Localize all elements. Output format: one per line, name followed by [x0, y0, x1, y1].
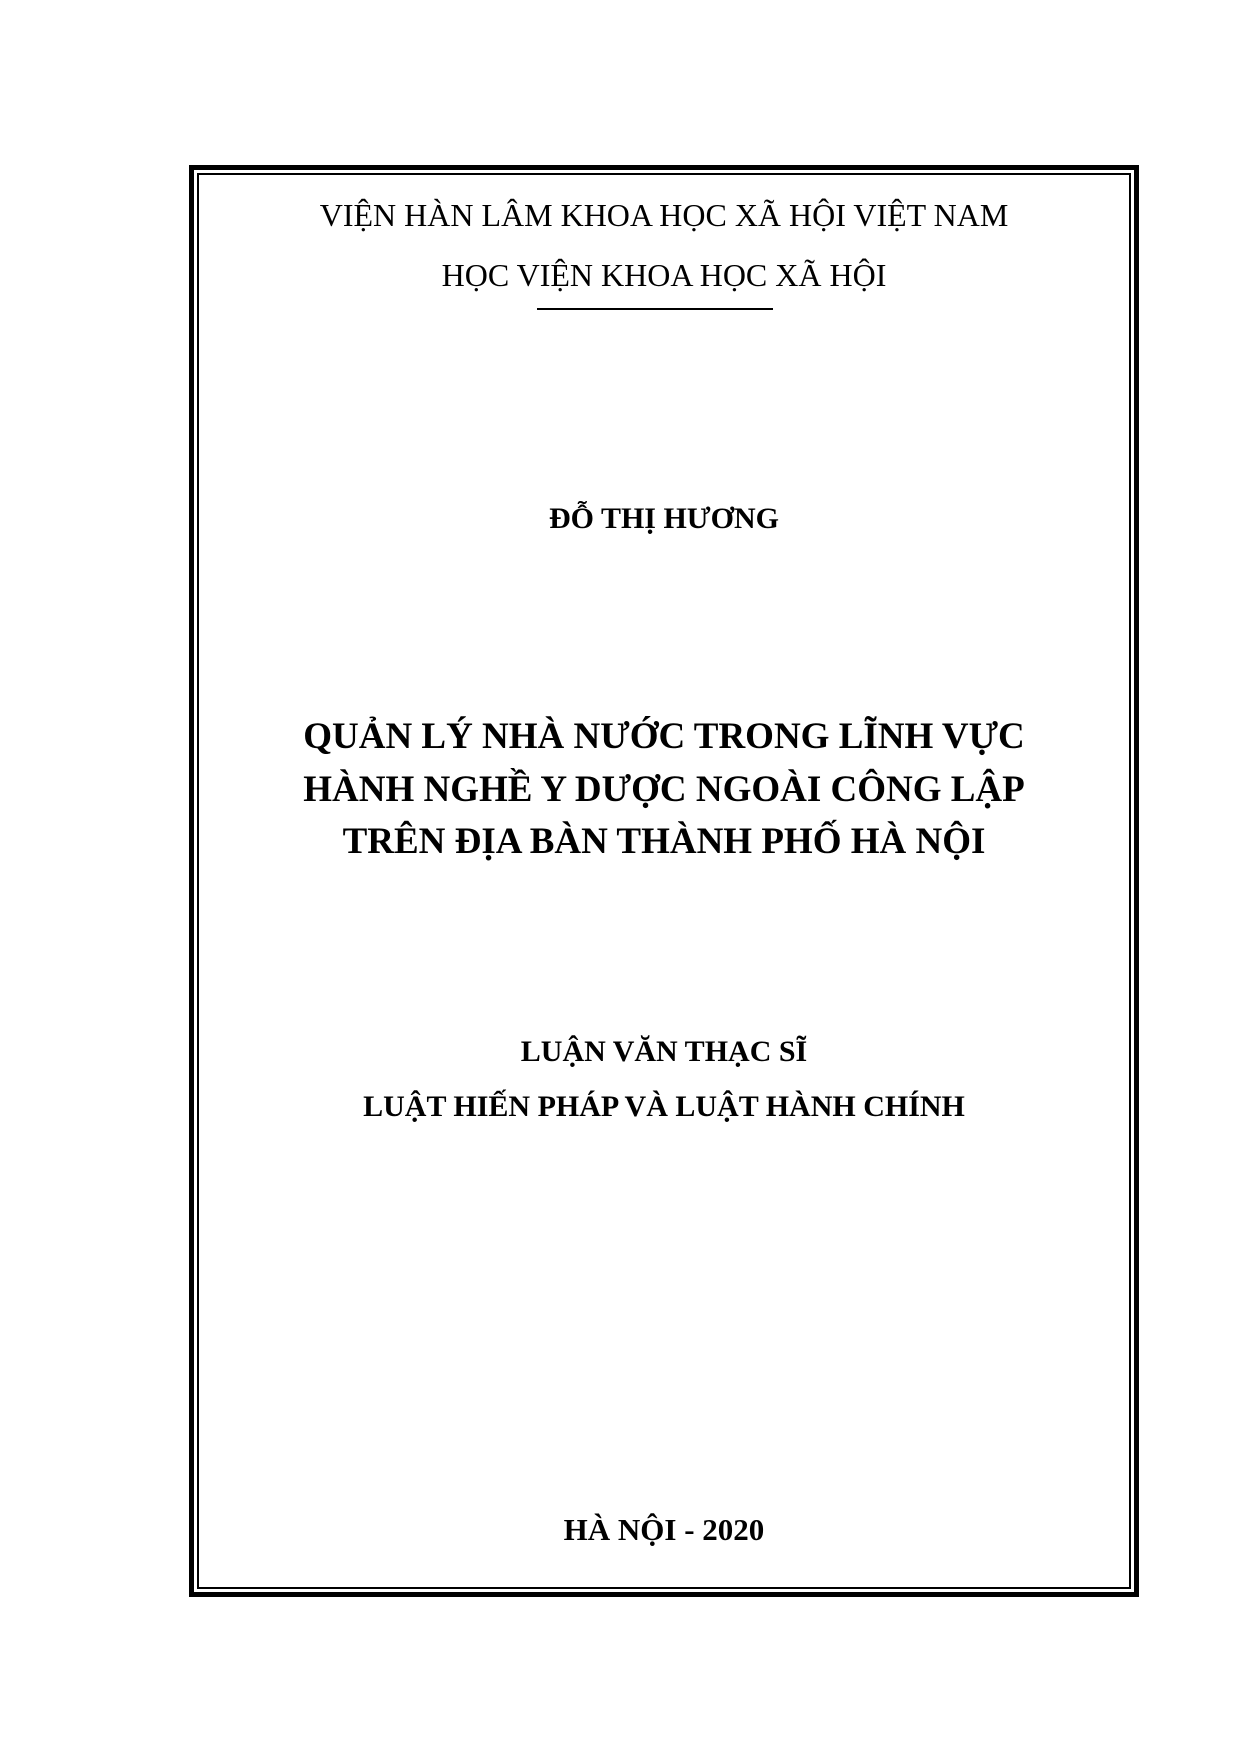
thesis-title-line-1: QUẢN LÝ NHÀ NƯỚC TRONG LĨNH VỰC: [303, 716, 1025, 757]
thesis-title-line-2: HÀNH NGHỀ Y DƯỢC NGOÀI CÔNG LẬP: [303, 769, 1025, 810]
author-name: ĐỖ THỊ HƯƠNG: [548, 502, 780, 535]
major-name: LUẬT HIẾN PHÁP VÀ LUẬT HÀNH CHÍNH: [363, 1090, 965, 1123]
place-and-year: HÀ NỘI - 2020: [563, 1512, 765, 1547]
thesis-title-line-3: TRÊN ĐỊA BÀN THÀNH PHỐ HÀ NỘI: [342, 821, 986, 862]
academy-name: HỌC VIỆN KHOA HỌC XÃ HỘI: [441, 257, 887, 293]
header-divider: [537, 308, 773, 310]
degree-type: LUẬN VĂN THẠC SĨ: [520, 1035, 808, 1068]
institution-name: VIỆN HÀN LÂM KHOA HỌC XÃ HỘI VIỆT NAM: [319, 197, 1009, 233]
cover-border-inner: [197, 173, 1131, 1589]
